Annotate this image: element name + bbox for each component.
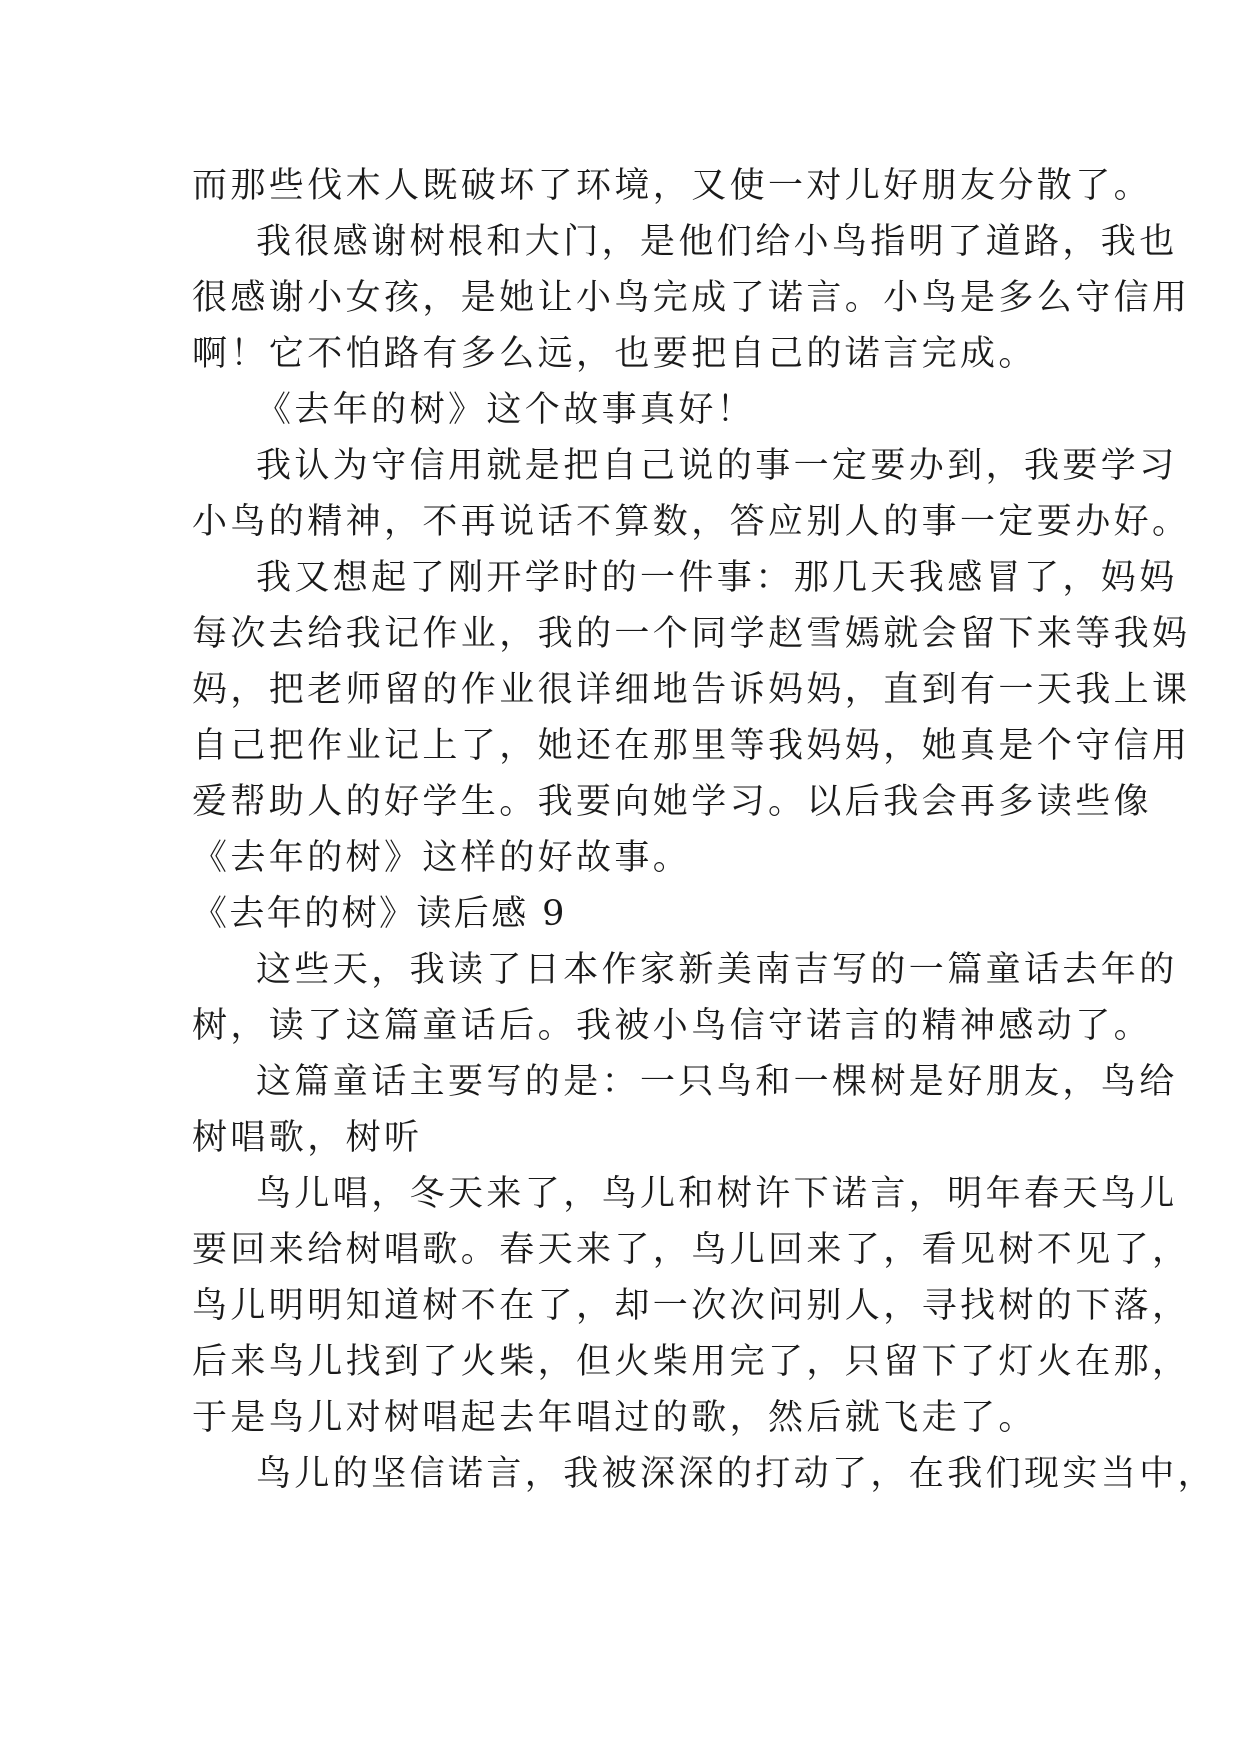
text-line: 每次去给我记作业，我的一个同学赵雪嫣就会留下来等我妈 bbox=[192, 614, 1191, 654]
section-heading: 《去年的树》读后感 9 bbox=[192, 894, 567, 934]
paragraph-first-line: 这篇童话主要写的是：一只鸟和一棵树是好朋友，鸟给 bbox=[256, 1062, 1178, 1102]
paragraph-first-line: 这些天，我读了日本作家新美南吉写的一篇童话去年的 bbox=[256, 950, 1178, 990]
text-line: 要回来给树唱歌。春天来了，鸟儿回来了，看见树不见了， bbox=[192, 1230, 1191, 1270]
paragraph-first-line: 鸟儿的坚信诺言，我被深深的打动了，在我们现实当中， bbox=[256, 1454, 1217, 1494]
text-line: 而那些伐木人既破坏了环境，又使一对儿好朋友分散了。 bbox=[192, 166, 1153, 206]
paragraph-first-line: 我很感谢树根和大门，是他们给小鸟指明了道路，我也 bbox=[256, 222, 1178, 262]
text-line: 妈，把老师留的作业很详细地告诉妈妈，直到有一天我上课 bbox=[192, 670, 1191, 710]
text-line: 于是鸟儿对树唱起去年唱过的歌，然后就飞走了。 bbox=[192, 1398, 1037, 1438]
text-line: 爱帮助人的好学生。我要向她学习。以后我会再多读些像 bbox=[192, 782, 1153, 822]
text-line: 自己把作业记上了，她还在那里等我妈妈，她真是个守信用 bbox=[192, 726, 1191, 766]
text-line: 啊！它不怕路有多么远，也要把自己的诺言完成。 bbox=[192, 334, 1037, 374]
text-line: 后来鸟儿找到了火柴，但火柴用完了，只留下了灯火在那， bbox=[192, 1342, 1191, 1382]
text-line: 小鸟的精神，不再说话不算数，答应别人的事一定要办好。 bbox=[192, 502, 1191, 542]
text-line: 树唱歌，树听 bbox=[192, 1118, 423, 1158]
paragraph-first-line: 《去年的树》这个故事真好！ bbox=[256, 390, 756, 430]
paragraph-first-line: 我又想起了刚开学时的一件事：那几天我感冒了，妈妈 bbox=[256, 558, 1178, 598]
text-line: 鸟儿明明知道树不在了，却一次次问别人，寻找树的下落， bbox=[192, 1286, 1191, 1326]
text-line: 树，读了这篇童话后。我被小鸟信守诺言的精神感动了。 bbox=[192, 1006, 1153, 1046]
paragraph-first-line: 鸟儿唱，冬天来了，鸟儿和树许下诺言，明年春天鸟儿 bbox=[256, 1174, 1178, 1214]
text-line: 很感谢小女孩，是她让小鸟完成了诺言。小鸟是多么守信用 bbox=[192, 278, 1191, 318]
paragraph-first-line: 我认为守信用就是把自己说的事一定要办到，我要学习 bbox=[256, 446, 1178, 486]
text-line: 《去年的树》这样的好故事。 bbox=[192, 838, 692, 878]
